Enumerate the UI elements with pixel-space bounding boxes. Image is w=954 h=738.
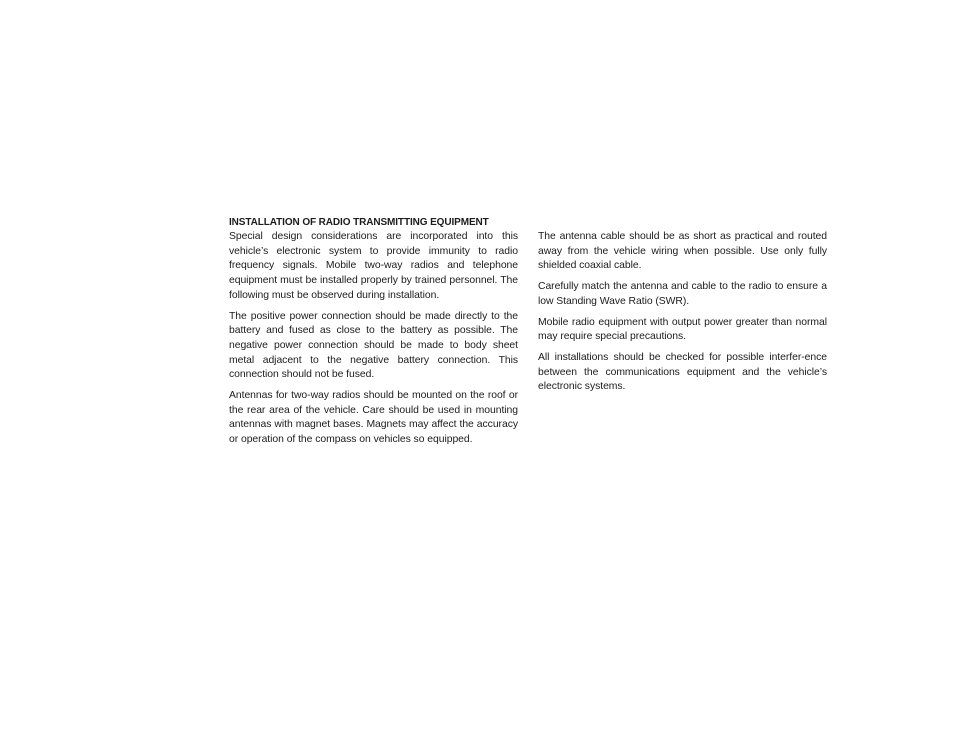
- right-column: [538, 230, 827, 401]
- paragraph-swr: Carefully match the antenna and cable to the radio to ensure a low Standing Wave Ratio (SWR).: [538, 281, 827, 307]
- paragraph-output-power: Mobile radio equipment with output power greater than normal may require special precautions.: [538, 316, 827, 343]
- paragraph-antenna-cable: The antenna cable should be as short as practical and routed away from the vehicle wiring when possible. Use only fully shielded coaxial cable.: [538, 231, 827, 272]
- left-column: [229, 216, 518, 454]
- paragraph-interference-check: All installations should be checked for possible interfer-ence between the communications equipment and the vehicle’s electronic systems.: [538, 351, 827, 393]
- paragraph-power-connection: The positive power connection should be made directly to the battery and fused as close to the battery as possible. The negative power connection should be made to body sheet metal adjacent to the negative battery connection. This connection should not be fused.: [229, 310, 518, 381]
- paragraph-design-considerations: Special design considerations are incorporated into this vehicle’s electronic system to provide immunity to radio frequency signals. Mobile two-way radios and telephone equipment must be installed properly by trained personnel. The following must be observed during installation.: [229, 231, 518, 301]
- section-heading: INSTALLATION OF RADIO TRANSMITTING EQUIPMENT: [229, 217, 489, 228]
- paragraph-antenna-mounting: Antennas for two-way radios should be mounted on the roof or the rear area of the vehicle. Care should be used in mounting antennas with magnet bases. Magnets may affect the accuracy or operation of the compass on vehicles so equipped.: [229, 390, 518, 446]
